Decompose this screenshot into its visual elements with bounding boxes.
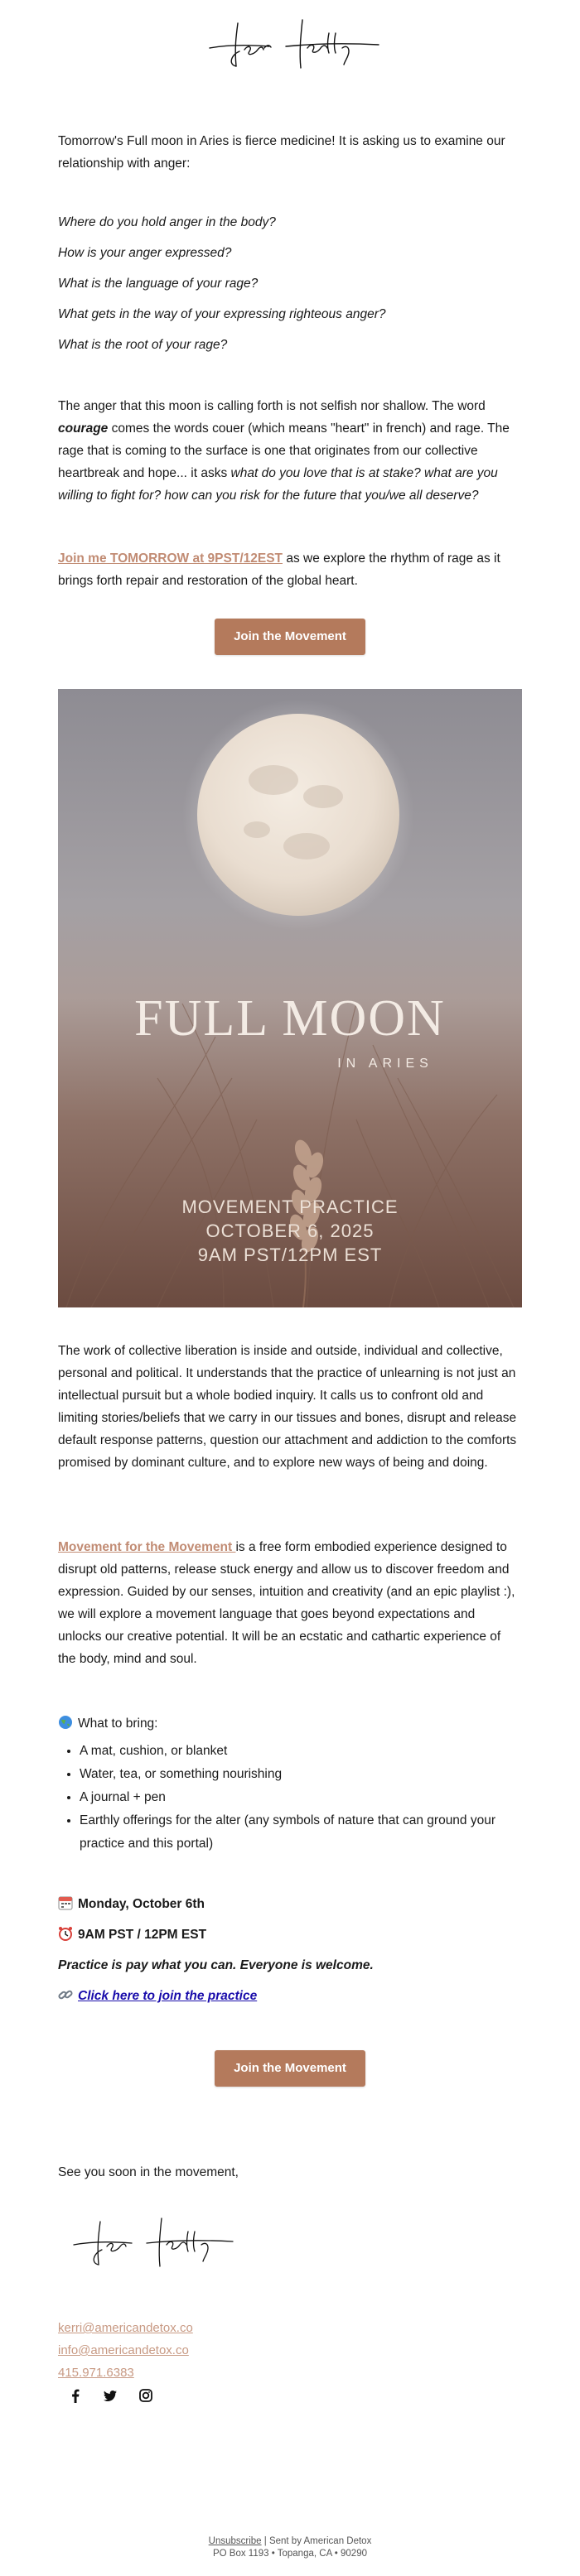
- signature-icon: [70, 2213, 236, 2271]
- alarm-clock-icon: [58, 1926, 73, 1941]
- hero-line-2: OCTOBER 6, 2025: [205, 1221, 375, 1241]
- anger-paragraph: [58, 395, 522, 507]
- join-paragraph: [58, 547, 522, 592]
- practice-link-row: [58, 1985, 522, 2007]
- email-link-kerri[interactable]: kerri@americandetox.co: [58, 2321, 193, 2335]
- event-details: [58, 1893, 522, 2007]
- footer-line-1: [0, 2535, 580, 2548]
- email-link-info[interactable]: info@americandetox.co: [58, 2343, 189, 2357]
- signoff-text: See you soon in the movement,: [58, 2165, 239, 2179]
- hero-line-1: MOVEMENT PRACTICE: [181, 1197, 399, 1217]
- event-date: Monday, October 6th: [78, 1897, 205, 1911]
- full-moon-hero-image[interactable]: [58, 689, 522, 1307]
- movement-text: is a free form embodied experience designed to disrupt old patterns, release stuck energy and allow us to discover freedom and expression. Guided by our senses, intuition and creativity (and an epic playlist :), we will explore a movement language that goes beyond expectations and unlocks our creative potential. It will be an ecstatic and cathartic experience of the body, mind and soul.: [58, 1540, 515, 1666]
- email-footer: [0, 2535, 580, 2560]
- footer-signature: [70, 2213, 236, 2271]
- social-links: [63, 2383, 165, 2412]
- anger-text-1: The anger that this moon is calling forth is not selfish nor shallow. The word: [58, 399, 486, 413]
- join-practice-link[interactable]: Click here to join the practice: [78, 1989, 258, 2003]
- bring-heading: What to bring:: [78, 1717, 158, 1731]
- calendar-icon: [58, 1895, 73, 1910]
- phone-link[interactable]: 415.971.6383: [58, 2366, 134, 2380]
- header-logo: [203, 15, 385, 73]
- bring-item: • Earthly offerings for the alter (any symbols of nature that can ground your practice and this portal): [80, 1809, 522, 1856]
- bring-heading-row: [58, 1712, 522, 1735]
- question-1: Where do you hold anger in the body?: [58, 215, 276, 229]
- hero-subtitle: IN ARIES: [337, 1057, 433, 1071]
- bring-item: • A journal + pen: [80, 1786, 522, 1809]
- join-tomorrow-link[interactable]: Join me TOMORROW at 9PST/12EST: [58, 551, 283, 566]
- contact-links: [58, 2317, 522, 2384]
- bring-list: [58, 1740, 522, 1856]
- movement-for-the-movement-link[interactable]: Movement for the Movement: [58, 1540, 236, 1554]
- question-3: What is the language of your rage?: [58, 277, 259, 291]
- join-movement-button[interactable]: Join the Movement: [215, 619, 365, 655]
- event-time-row: [58, 1924, 522, 1946]
- twitter-icon[interactable]: [98, 2383, 123, 2408]
- hero-line-3: 9AM PST/12PM EST: [197, 1245, 383, 1265]
- globe-icon: [58, 1715, 73, 1730]
- facebook-icon[interactable]: [63, 2383, 88, 2408]
- footer-address: PO Box 1193 • Topanga, CA • 90290: [212, 2549, 367, 2559]
- courage-word: courage: [58, 421, 109, 436]
- question-list: [58, 211, 522, 356]
- intro-text: Tomorrow's Full moon in Aries is fierce medicine! It is asking us to examine our relationship with anger:: [58, 134, 505, 171]
- join-movement-button-2[interactable]: Join the Movement: [215, 2050, 365, 2087]
- link-icon: [58, 1987, 73, 2002]
- anger-questions: what do you love that is at stake? what are you willing to fight for? how can you risk for the future that you/we all deserve?: [58, 466, 498, 503]
- liberation-paragraph: The work of collective liberation is inside and outside, individual and collective, personal and political. It understands that the practice of unlearning is not just an intellectual pursuit but a whole bodied inquiry. It calls us to confront old and limiting stories/beliefs that we carry in our tissues and bones, disrupt and release default response patterns, question our attachment and addiction to the comforts promised by dominant culture, and to explore new ways of being and doing.: [58, 1344, 517, 1470]
- anger-text-2: comes the words couer (which means "heart" in french) and rage. The rage that is coming to the surface is one that originates from our collective heartbreak and hope... it asks: [58, 421, 510, 480]
- pay-note: Practice is pay what you can. Everyone is welcome.: [58, 1958, 374, 1972]
- question-5: What is the root of your rage?: [58, 338, 228, 352]
- signature-logo-icon: [203, 15, 385, 73]
- unsubscribe-link[interactable]: Unsubscribe: [208, 2536, 262, 2546]
- question-2: How is your anger expressed?: [58, 246, 232, 260]
- event-time: 9AM PST / 12PM EST: [78, 1928, 207, 1942]
- hero-title: FULL MOON: [134, 990, 446, 1047]
- question-4: What gets in the way of your expressing righteous anger?: [58, 307, 386, 321]
- instagram-icon[interactable]: [133, 2383, 158, 2408]
- event-date-row: [58, 1893, 522, 1915]
- bring-section: [58, 1712, 522, 1856]
- bring-item: • A mat, cushion, or blanket: [80, 1740, 522, 1763]
- sent-by-text: | Sent by American Detox: [261, 2536, 372, 2546]
- bring-item: • Water, tea, or something nourishing: [80, 1763, 522, 1786]
- movement-paragraph: [58, 1536, 522, 1670]
- join-text: as we explore the rhythm of rage as it brings forth repair and restoration of the global heart.: [58, 551, 500, 588]
